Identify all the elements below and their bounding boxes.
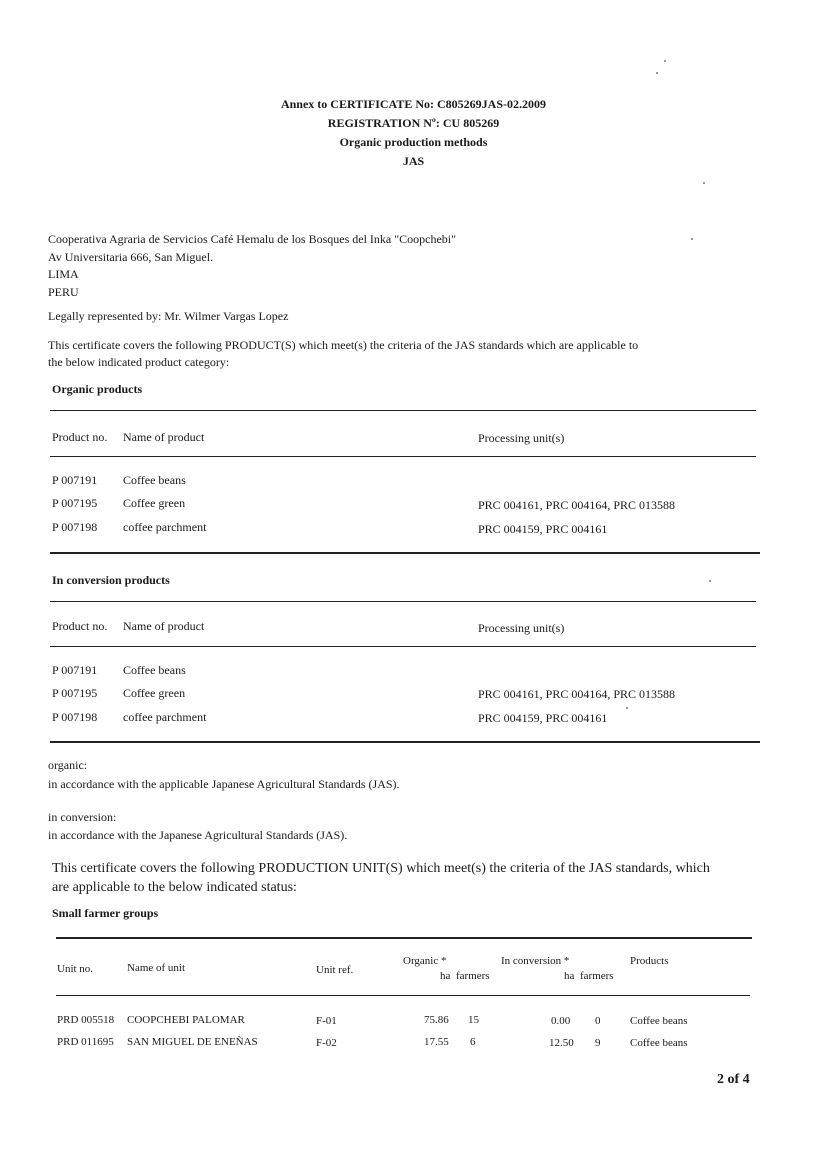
- processing-units: PRC 004159, PRC 004161: [478, 711, 608, 725]
- product-name: coffee parchment: [123, 710, 207, 724]
- production-intro-line-1: This certificate covers the following PRODUCTION UNIT(S) which meet(s) the criteria of the JAS standards, which: [52, 861, 710, 876]
- product-no: P 007195: [52, 686, 98, 700]
- organic-farmers: 15: [468, 1014, 479, 1026]
- organic-farmers: 6: [470, 1036, 476, 1048]
- organic-ha: 17.55: [424, 1036, 449, 1048]
- conversion-farmers: 9: [595, 1037, 601, 1049]
- col-header-conversion-farmers: farmers: [580, 970, 614, 982]
- scan-speck: [656, 72, 658, 74]
- unit-ref: F-01: [316, 1015, 337, 1027]
- organization-name: Cooperativa Agraria de Servicios Café Hemalu de los Bosques del Inka "Coopchebi": [48, 232, 457, 246]
- product-no: P 007191: [52, 473, 98, 487]
- product-no: P 007198: [52, 710, 98, 724]
- unit-no: PRD 005518: [57, 1014, 115, 1026]
- product-no: P 007195: [52, 496, 98, 510]
- organic-note-label: organic:: [48, 758, 88, 772]
- legal-representative: Legally represented by: Mr. Wilmer Vargas Lopez: [48, 309, 289, 323]
- intro-line-1: This certificate covers the following PRODUCT(S) which meet(s) the criteria of the JAS standards which are applicable to: [48, 338, 639, 352]
- col-header-product-no: Product no.: [52, 619, 108, 633]
- divider: [50, 552, 760, 554]
- unit-products: Coffee beans: [630, 1037, 688, 1049]
- conversion-products-title: In conversion products: [52, 573, 170, 587]
- product-no: P 007198: [52, 520, 98, 534]
- divider: [50, 410, 756, 411]
- product-name: coffee parchment: [123, 520, 207, 534]
- product-name: Coffee beans: [123, 473, 186, 487]
- production-intro-line-2: are applicable to the below indicated status:: [52, 880, 297, 895]
- scan-speck: [664, 60, 666, 62]
- small-farmer-groups-title: Small farmer groups: [52, 906, 159, 920]
- street-address: Av Universitaria 666, San Miguel.: [48, 250, 214, 264]
- col-header-organic-ha: ha: [440, 970, 451, 982]
- conversion-note-text: in accordance with the Japanese Agricultural Standards (JAS).: [48, 828, 348, 842]
- organic-products-title: Organic products: [52, 382, 143, 396]
- scan-speck: [691, 238, 693, 240]
- processing-units: PRC 004159, PRC 004161: [478, 522, 608, 536]
- col-header-products: Products: [630, 955, 669, 967]
- col-header-organic-farmers: farmers: [456, 970, 490, 982]
- divider: [50, 741, 760, 743]
- scan-speck: [626, 707, 628, 709]
- col-header-name: Name of product: [123, 430, 205, 444]
- organic-note-text: in accordance with the applicable Japanese Agricultural Standards (JAS).: [48, 777, 400, 791]
- unit-no: PRD 011695: [57, 1036, 114, 1048]
- product-no: P 007191: [52, 663, 98, 677]
- divider: [56, 937, 752, 939]
- col-header-unit-no: Unit no.: [57, 963, 94, 975]
- divider: [50, 456, 756, 457]
- unit-name: SAN MIGUEL DE ENEÑAS: [127, 1036, 258, 1048]
- intro-line-2: the below indicated product category:: [48, 355, 230, 369]
- unit-products: Coffee beans: [630, 1015, 688, 1027]
- annex-title: Annex to CERTIFICATE No: C805269JAS-02.2009: [280, 97, 547, 111]
- col-header-processing: Processing unit(s): [478, 431, 565, 445]
- col-header-organic: Organic *: [403, 955, 447, 967]
- city: LIMA: [48, 267, 79, 281]
- country: PERU: [48, 285, 79, 299]
- conversion-note-label: in conversion:: [48, 810, 117, 824]
- scan-speck: [709, 580, 711, 582]
- conversion-farmers: 0: [595, 1015, 601, 1027]
- col-header-processing: Processing unit(s): [478, 621, 565, 635]
- product-name: Coffee green: [123, 686, 186, 700]
- conversion-ha: 12.50: [549, 1037, 574, 1049]
- product-name: Coffee beans: [123, 663, 186, 677]
- standard-line: JAS: [402, 154, 425, 168]
- production-method-line: Organic production methods: [339, 135, 488, 149]
- divider: [50, 646, 756, 647]
- col-header-unit-ref: Unit ref.: [316, 964, 354, 976]
- col-header-conversion-ha: ha: [564, 970, 575, 982]
- registration-line: REGISTRATION Nº: CU 805269: [327, 116, 500, 130]
- col-header-product-no: Product no.: [52, 430, 108, 444]
- scan-speck: [703, 182, 705, 184]
- col-header-unit-name: Name of unit: [127, 962, 186, 974]
- conversion-ha: 0.00: [551, 1015, 571, 1027]
- organic-ha: 75.86: [424, 1014, 449, 1026]
- page-number: 2 of 4: [717, 1072, 750, 1087]
- divider: [50, 601, 756, 602]
- col-header-conversion: In conversion *: [501, 955, 570, 967]
- divider: [56, 995, 750, 996]
- col-header-name: Name of product: [123, 619, 205, 633]
- unit-ref: F-02: [316, 1037, 337, 1049]
- processing-units: PRC 004161, PRC 004164, PRC 013588: [478, 687, 676, 701]
- processing-units: PRC 004161, PRC 004164, PRC 013588: [478, 498, 676, 512]
- product-name: Coffee green: [123, 496, 186, 510]
- unit-name: COOPCHEBI PALOMAR: [127, 1014, 245, 1026]
